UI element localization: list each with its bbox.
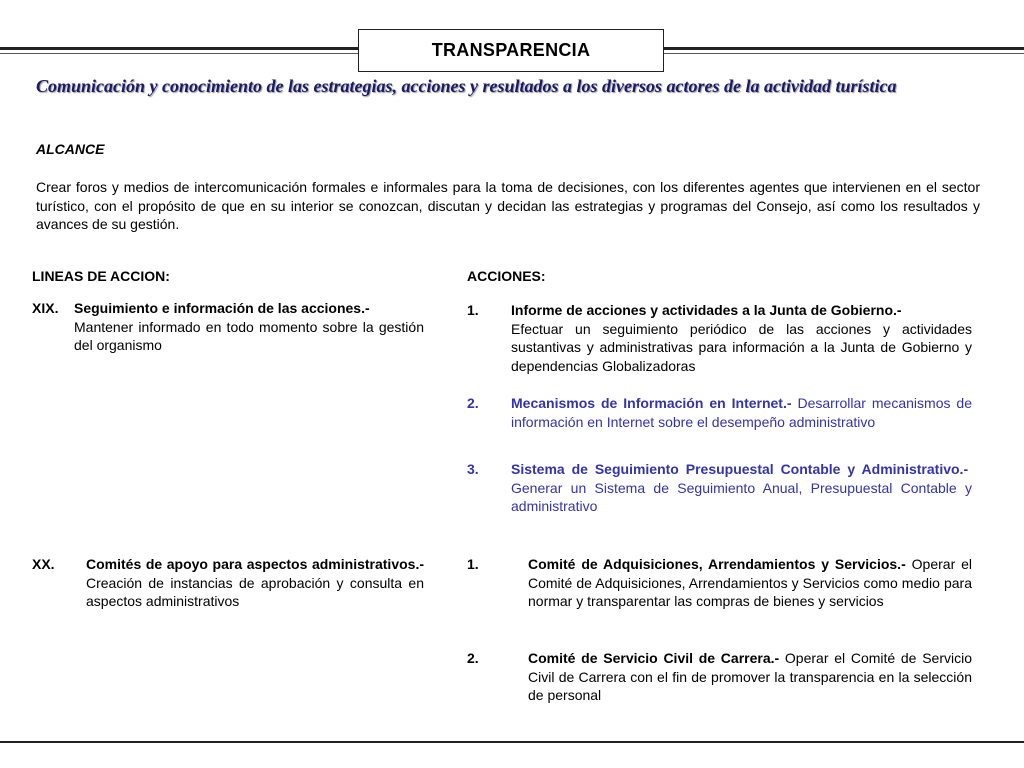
accion-title: Comité de Servicio Civil de Carrera.- bbox=[528, 650, 780, 666]
alcance-paragraph: Crear foros y medios de intercomunicación formales e informales para la toma de decisiones, con los diferentes agentes que intervienen en el sector turístico, con el propósito de que en su interior se conozcan, discutan y decidan las estrategias y programas del Consejo, así como los resultados y avances de su gestión. bbox=[36, 179, 980, 232]
accion-number: 3. bbox=[467, 461, 479, 477]
accion-desc: Operar el Comité de Servicio Civil de Carrera con el fin de promover la transparencia en la selección de personal bbox=[528, 650, 972, 703]
linea-text bbox=[86, 555, 424, 611]
page-subtitle: Comunicación y conocimiento de las estrategias, acciones y resultados a los diversos actores de la actividad turística bbox=[36, 76, 897, 96]
linea-item-xx bbox=[32, 555, 424, 611]
linea-number: XX. bbox=[32, 556, 55, 572]
bottom-rule bbox=[0, 741, 1024, 743]
accion-title: Mecanismos de Información en Internet.- bbox=[511, 395, 792, 411]
linea-text bbox=[74, 299, 424, 355]
linea-number: XIX. bbox=[32, 300, 59, 316]
accion-item-comite-servicio-civil bbox=[467, 649, 972, 705]
alcance-heading: ALCANCE bbox=[36, 141, 105, 157]
accion-item-3 bbox=[467, 460, 972, 516]
accion-title: Informe de acciones y actividades a la Junta de Gobierno.- bbox=[511, 302, 902, 318]
accion-desc: Generar un Sistema de Seguimiento Anual, Presupuestal Contable y administrativo bbox=[511, 479, 972, 514]
accion-text bbox=[511, 460, 972, 516]
accion-item-2 bbox=[467, 394, 972, 431]
linea-title: Comités de apoyo para aspectos administrativos.- bbox=[86, 556, 424, 572]
accion-desc: Operar el Comité de Adquisiciones, Arrendamientos y Servicios como medio para normar y transparentar las compras de bienes y servicios bbox=[528, 556, 973, 609]
accion-text bbox=[511, 301, 972, 375]
accion-text bbox=[528, 649, 972, 705]
accion-title: Comité de Adquisiciones, Arrendamientos y Servicios.- bbox=[528, 556, 906, 572]
accion-number: 2. bbox=[467, 395, 479, 411]
accion-text bbox=[528, 555, 972, 611]
lineas-heading: LINEAS DE ACCION: bbox=[32, 268, 170, 284]
page-title: TRANSPARENCIA bbox=[358, 29, 664, 72]
accion-item-1 bbox=[467, 301, 972, 375]
acciones-heading: ACCIONES: bbox=[467, 268, 546, 284]
linea-desc: Creación de instancias de aprobación y consulta en aspectos administrativos bbox=[86, 574, 424, 609]
accion-number: 1. bbox=[467, 556, 479, 572]
linea-item-xix bbox=[32, 299, 424, 355]
accion-item-comite-adquisiciones bbox=[467, 555, 972, 611]
accion-desc: Efectuar un seguimiento periódico de las acciones y actividades sustantivas y administrativas para información a la Junta de Gobierno y dependencias Globalizadoras bbox=[511, 320, 972, 374]
accion-number: 2. bbox=[467, 650, 479, 666]
linea-title: Seguimiento e información de las acciones.- bbox=[74, 300, 370, 316]
accion-title: Sistema de Seguimiento Presupuestal Contable y Administrativo.- bbox=[511, 461, 969, 477]
accion-desc: Desarrollar mecanismos de información en Internet sobre el desempeño administrativo bbox=[511, 395, 972, 430]
linea-desc: Mantener informado en todo momento sobre la gestión del organismo bbox=[74, 318, 424, 353]
accion-text bbox=[511, 394, 972, 431]
accion-number: 1. bbox=[467, 302, 479, 318]
